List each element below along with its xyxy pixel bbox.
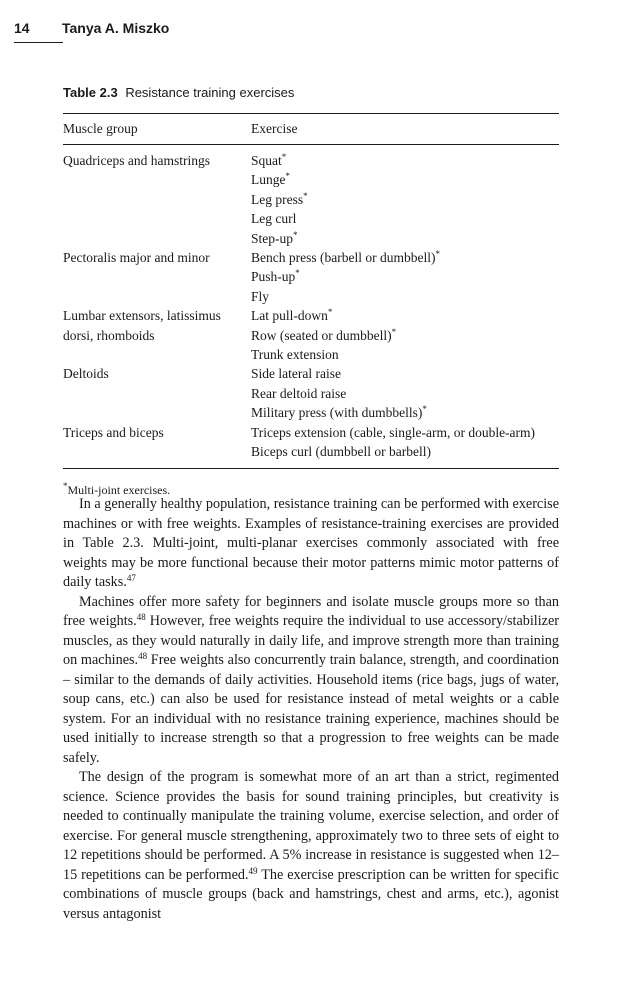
column-header-muscle-group: Muscle group: [63, 121, 138, 136]
exercise-item: Military press (with dumbbells)*: [251, 404, 427, 421]
exercise-cell: [251, 306, 559, 364]
citation: 47: [126, 573, 136, 583]
table-row: [63, 248, 559, 306]
muscle-group-line: Pectoralis major and minor: [63, 250, 210, 266]
header-rule: [14, 42, 63, 43]
exercise-cell: [251, 151, 559, 248]
table-footnote: *Multi-joint exercises.: [63, 481, 171, 497]
exercise-item: Leg curl: [251, 211, 297, 227]
citation: 49: [248, 865, 258, 876]
page-number: 14: [14, 20, 30, 36]
muscle-group-line: Lumbar extensors, latissimus: [63, 308, 221, 324]
exercise-item: Side lateral raise: [251, 366, 341, 382]
exercise-item: Bench press (barbell or dumbbell)*: [251, 249, 440, 266]
muscle-group-cell: [63, 151, 251, 248]
exercise-item: Push-up*: [251, 268, 300, 285]
paragraph: In a generally healthy population, resistance training can be performed with exercise machines or with free weights. Examples of resistance-training exercises are provided in Table 2.3. Multi-joint, multi-planar exercises commonly associated with free weights may be more functional because their motor patterns mimic motor patterns of daily tasks.$^{47}$: [63, 496, 559, 590]
exercise-cell: [251, 423, 559, 462]
table-label: Table 2.3: [63, 85, 118, 100]
citation: 48: [136, 612, 146, 622]
table-header-rule: [63, 144, 559, 145]
exercise-cell: [251, 248, 559, 306]
exercise-item: Squat*: [251, 152, 287, 168]
exercise-item: Rear deltoid raise: [251, 385, 347, 401]
table-body: [63, 151, 559, 462]
table-title: Resistance training exercises: [125, 85, 295, 100]
exercise-item: Lunge*: [251, 171, 290, 188]
table-row: [63, 364, 559, 422]
exercise-item: Lat pull-down*: [251, 307, 333, 324]
exercise-item: Row (seated or dumbbell)*: [251, 326, 397, 343]
running-head-author: Tanya A. Miszko: [62, 20, 170, 36]
table-row: [63, 306, 559, 364]
muscle-group-cell: [63, 423, 251, 462]
paragraph: Machines offer more safety for beginners and isolate muscle groups more so than free weights.$^{48}$ However, free weights require the individual to use accessory/stabilizer muscles, as they would naturally in daily life, and improve strength more than training on machines.$^{48}$ Free weights also concurrently train balance, strength, and coordination – similar to the demands of daily activities. Household items (rice bags, jugs of water, soup cans, etc.) can also be used for resistance instead of metal weights or a cable system. For an individual with no resistance training experience, machines should be used initially to increase strength so that a progression to free weights can be made safely.: [63, 593, 559, 766]
table-row: [63, 151, 559, 248]
citation: 48: [138, 651, 148, 661]
muscle-group-cell: [63, 364, 251, 422]
exercise-item: Step-up*: [251, 229, 298, 246]
column-header-exercise: Exercise: [251, 121, 298, 136]
body-text: [63, 495, 559, 924]
exercise-item: Triceps extension (cable, single-arm, or double-arm): [251, 424, 536, 440]
exercise-cell: [251, 364, 559, 422]
muscle-group-line: Triceps and biceps: [63, 424, 164, 440]
table-caption: [63, 85, 294, 100]
running-header: [14, 20, 169, 36]
muscle-group-line: dorsi, rhomboids: [63, 327, 155, 343]
exercise-item: Trunk extension: [251, 347, 339, 363]
muscle-group-line: Deltoids: [63, 366, 109, 382]
exercise-item: Fly: [251, 288, 270, 304]
muscle-group-cell: [63, 248, 251, 306]
exercise-item: Leg press*: [251, 190, 308, 207]
table-bottom-rule: [63, 468, 559, 469]
muscle-group-cell: [63, 306, 251, 364]
exercise-item: Biceps curl (dumbbell or barbell): [251, 444, 431, 460]
table-row: [63, 423, 559, 462]
muscle-group-line: Quadriceps and hamstrings: [63, 153, 210, 168]
paragraph: The design of the program is somewhat more of an art than a strict, regimented science. Science provides the basis for sound training principles, but creativity is needed to continually manipulate the training volume, exercise selection, and order of exercise. For general muscle strengthening, approximately two to three sets of eight to 12 repetitions should be performed. A 5% increase in resistance is suggested when 12–15 repetitions can be performed.$^{49}$ The exercise prescription can be written for specific combinations of muscle groups (back and hamstrings, chest and arms, etc.), agonist versus antagonist: [63, 769, 559, 922]
table-top-rule: [63, 113, 559, 114]
